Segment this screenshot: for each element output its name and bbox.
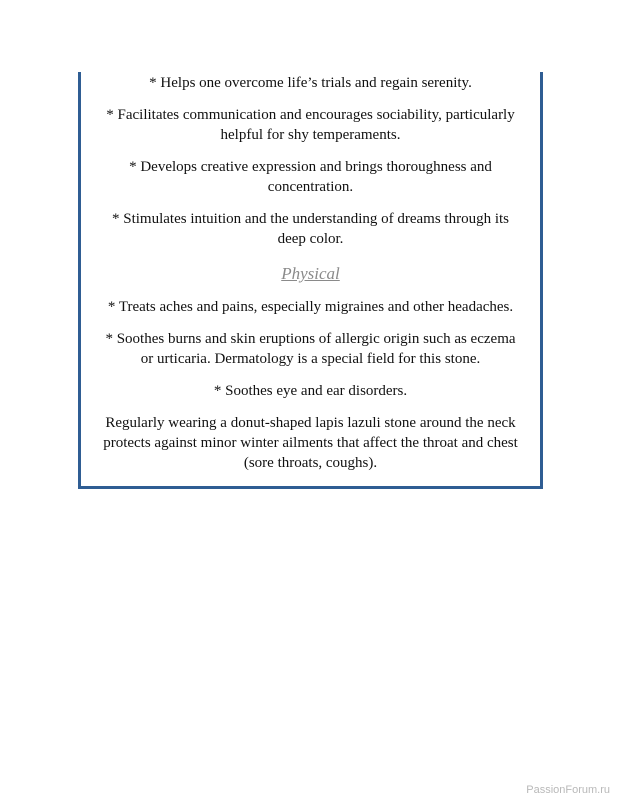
spiritual-item-3: * Develops creative expression and brings thoroughness and concentration. xyxy=(129,159,492,195)
physical-item-2: * Soothes burns and skin eruptions of allergic origin such as eczema or urticaria. Dermatology is a special field for this stone. xyxy=(105,331,516,367)
spiritual-item-1: * Helps one overcome life’s trials and regain serenity. xyxy=(149,75,472,91)
spiritual-item-4: * Stimulates intuition and the understanding of dreams through its deep color. xyxy=(111,211,510,247)
content-body xyxy=(99,72,522,473)
spiritual-item-2: * Facilitates communication and encourages sociability, particularly helpful for shy temperaments. xyxy=(106,107,515,143)
physical-item-3: * Soothes eye and ear disorders. xyxy=(213,383,408,399)
closing-note: Regularly wearing a donut-shaped lapis lazuli stone around the neck protects against minor winter ailments that affect the throat and chest (sore throats, coughs). xyxy=(103,415,518,471)
physical-heading: Physical xyxy=(281,264,340,283)
watermark-text: PassionForum.ru xyxy=(526,784,610,796)
content-frame xyxy=(78,72,543,489)
physical-item-1: * Treats aches and pains, especially migraines and other headaches. xyxy=(107,299,514,315)
